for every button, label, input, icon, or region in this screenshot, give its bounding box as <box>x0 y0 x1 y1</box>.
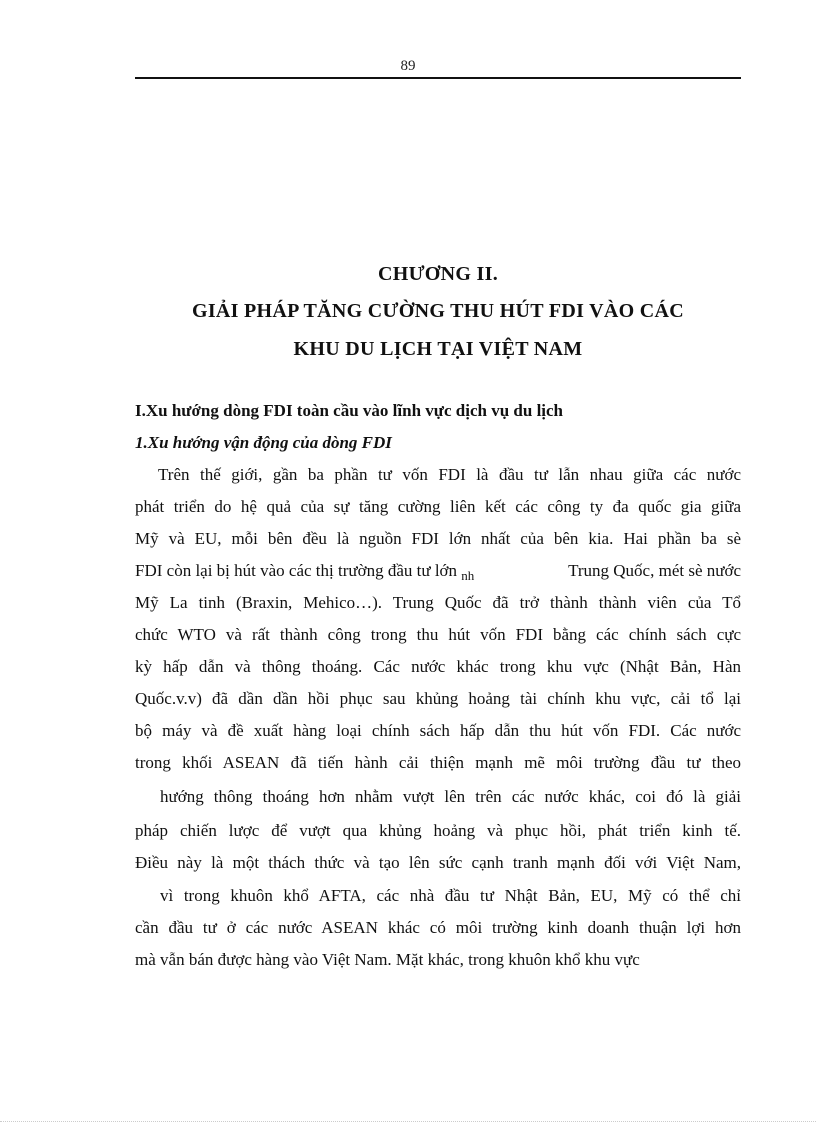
paragraph-fragment: Trung Quốc, mét sè nước <box>568 561 741 580</box>
paragraph-line: mà vẫn bán được hàng vào Việt Nam. Mặt khác, trong khuôn khổ khu vực <box>135 950 640 969</box>
section-title: I.Xu hướng dòng FDI toàn cầu vào lĩnh vực dịch vụ du lịch <box>135 401 564 420</box>
paragraph-line: kỳ hấp dẫn và thông thoáng. Các nước khác trong khu vực (Nhật Bản, Hàn <box>135 657 741 676</box>
paragraph-line: Quốc.v.v) đã dần dần hồi phục sau khủng hoảng tài chính khu vực, cải tổ lại <box>135 689 741 708</box>
page-number: 89 <box>400 58 416 74</box>
subsection-title: 1.Xu hướng vận động của dòng FDI <box>135 433 392 452</box>
paragraph-line <box>135 561 741 581</box>
subscript-fragment: nh <box>461 568 475 583</box>
paragraph-line: chức WTO và rất thành công trong thu hút vốn FDI bằng các chính sách cực <box>135 625 741 644</box>
paragraph-line: Điều này là một thách thức và tạo lên sức cạnh tranh mạnh đối với Việt Nam, <box>135 853 741 872</box>
paragraph-line: Mỹ La tinh (Braxin, Mehico…). Trung Quốc đã trở thành thành viên của Tổ <box>135 593 741 612</box>
header-rule <box>135 77 741 79</box>
chapter-subtitle-line1: GIẢI PHÁP TĂNG CƯỜNG THU HÚT FDI VÀO CÁC <box>191 300 685 322</box>
paragraph-line: vì trong khuôn khổ AFTA, các nhà đầu tư Nhật Bản, EU, Mỹ có thể chỉ <box>160 886 741 905</box>
paragraph-line: cần đầu tư ở các nước ASEAN khác có môi trường kinh doanh thuận lợi hơn <box>135 918 741 937</box>
chapter-subtitle-line2: KHU DU LỊCH TẠI VIỆT NAM <box>293 338 583 360</box>
paragraph-line: trong khối ASEAN đã tiến hành cải thiện mạnh mẽ môi trường đầu tư theo <box>135 753 741 772</box>
paragraph-fragment: FDI còn lại bị hút vào các thị trường đầu tư lớn <box>135 561 458 580</box>
paragraph-line: hướng thông thoáng hơn nhằm vượt lên trên các nước khác, coi đó là giải <box>160 787 741 806</box>
page-edge <box>0 1121 816 1122</box>
paragraph-line: Mỹ và EU, mỗi bên đều là nguồn FDI lớn nhất của bên kia. Hai phần ba sè <box>135 529 741 548</box>
paragraph-line: bộ máy và đề xuất hàng loại chính sách hấp dẫn thu hút vốn FDI. Các nước <box>135 721 741 740</box>
chapter-title: CHƯƠNG II. <box>377 263 499 285</box>
paragraph-line: pháp chiến lược để vượt qua khủng hoảng và phục hồi, phát triển kinh tế. <box>135 821 741 840</box>
paragraph-line: Trên thế giới, gần ba phần tư vốn FDI là đầu tư lẫn nhau giữa các nước <box>158 465 741 484</box>
paragraph-line: phát triển do hệ quả của sự tăng cường liên kết các công ty đa quốc gia giữa <box>135 497 741 516</box>
